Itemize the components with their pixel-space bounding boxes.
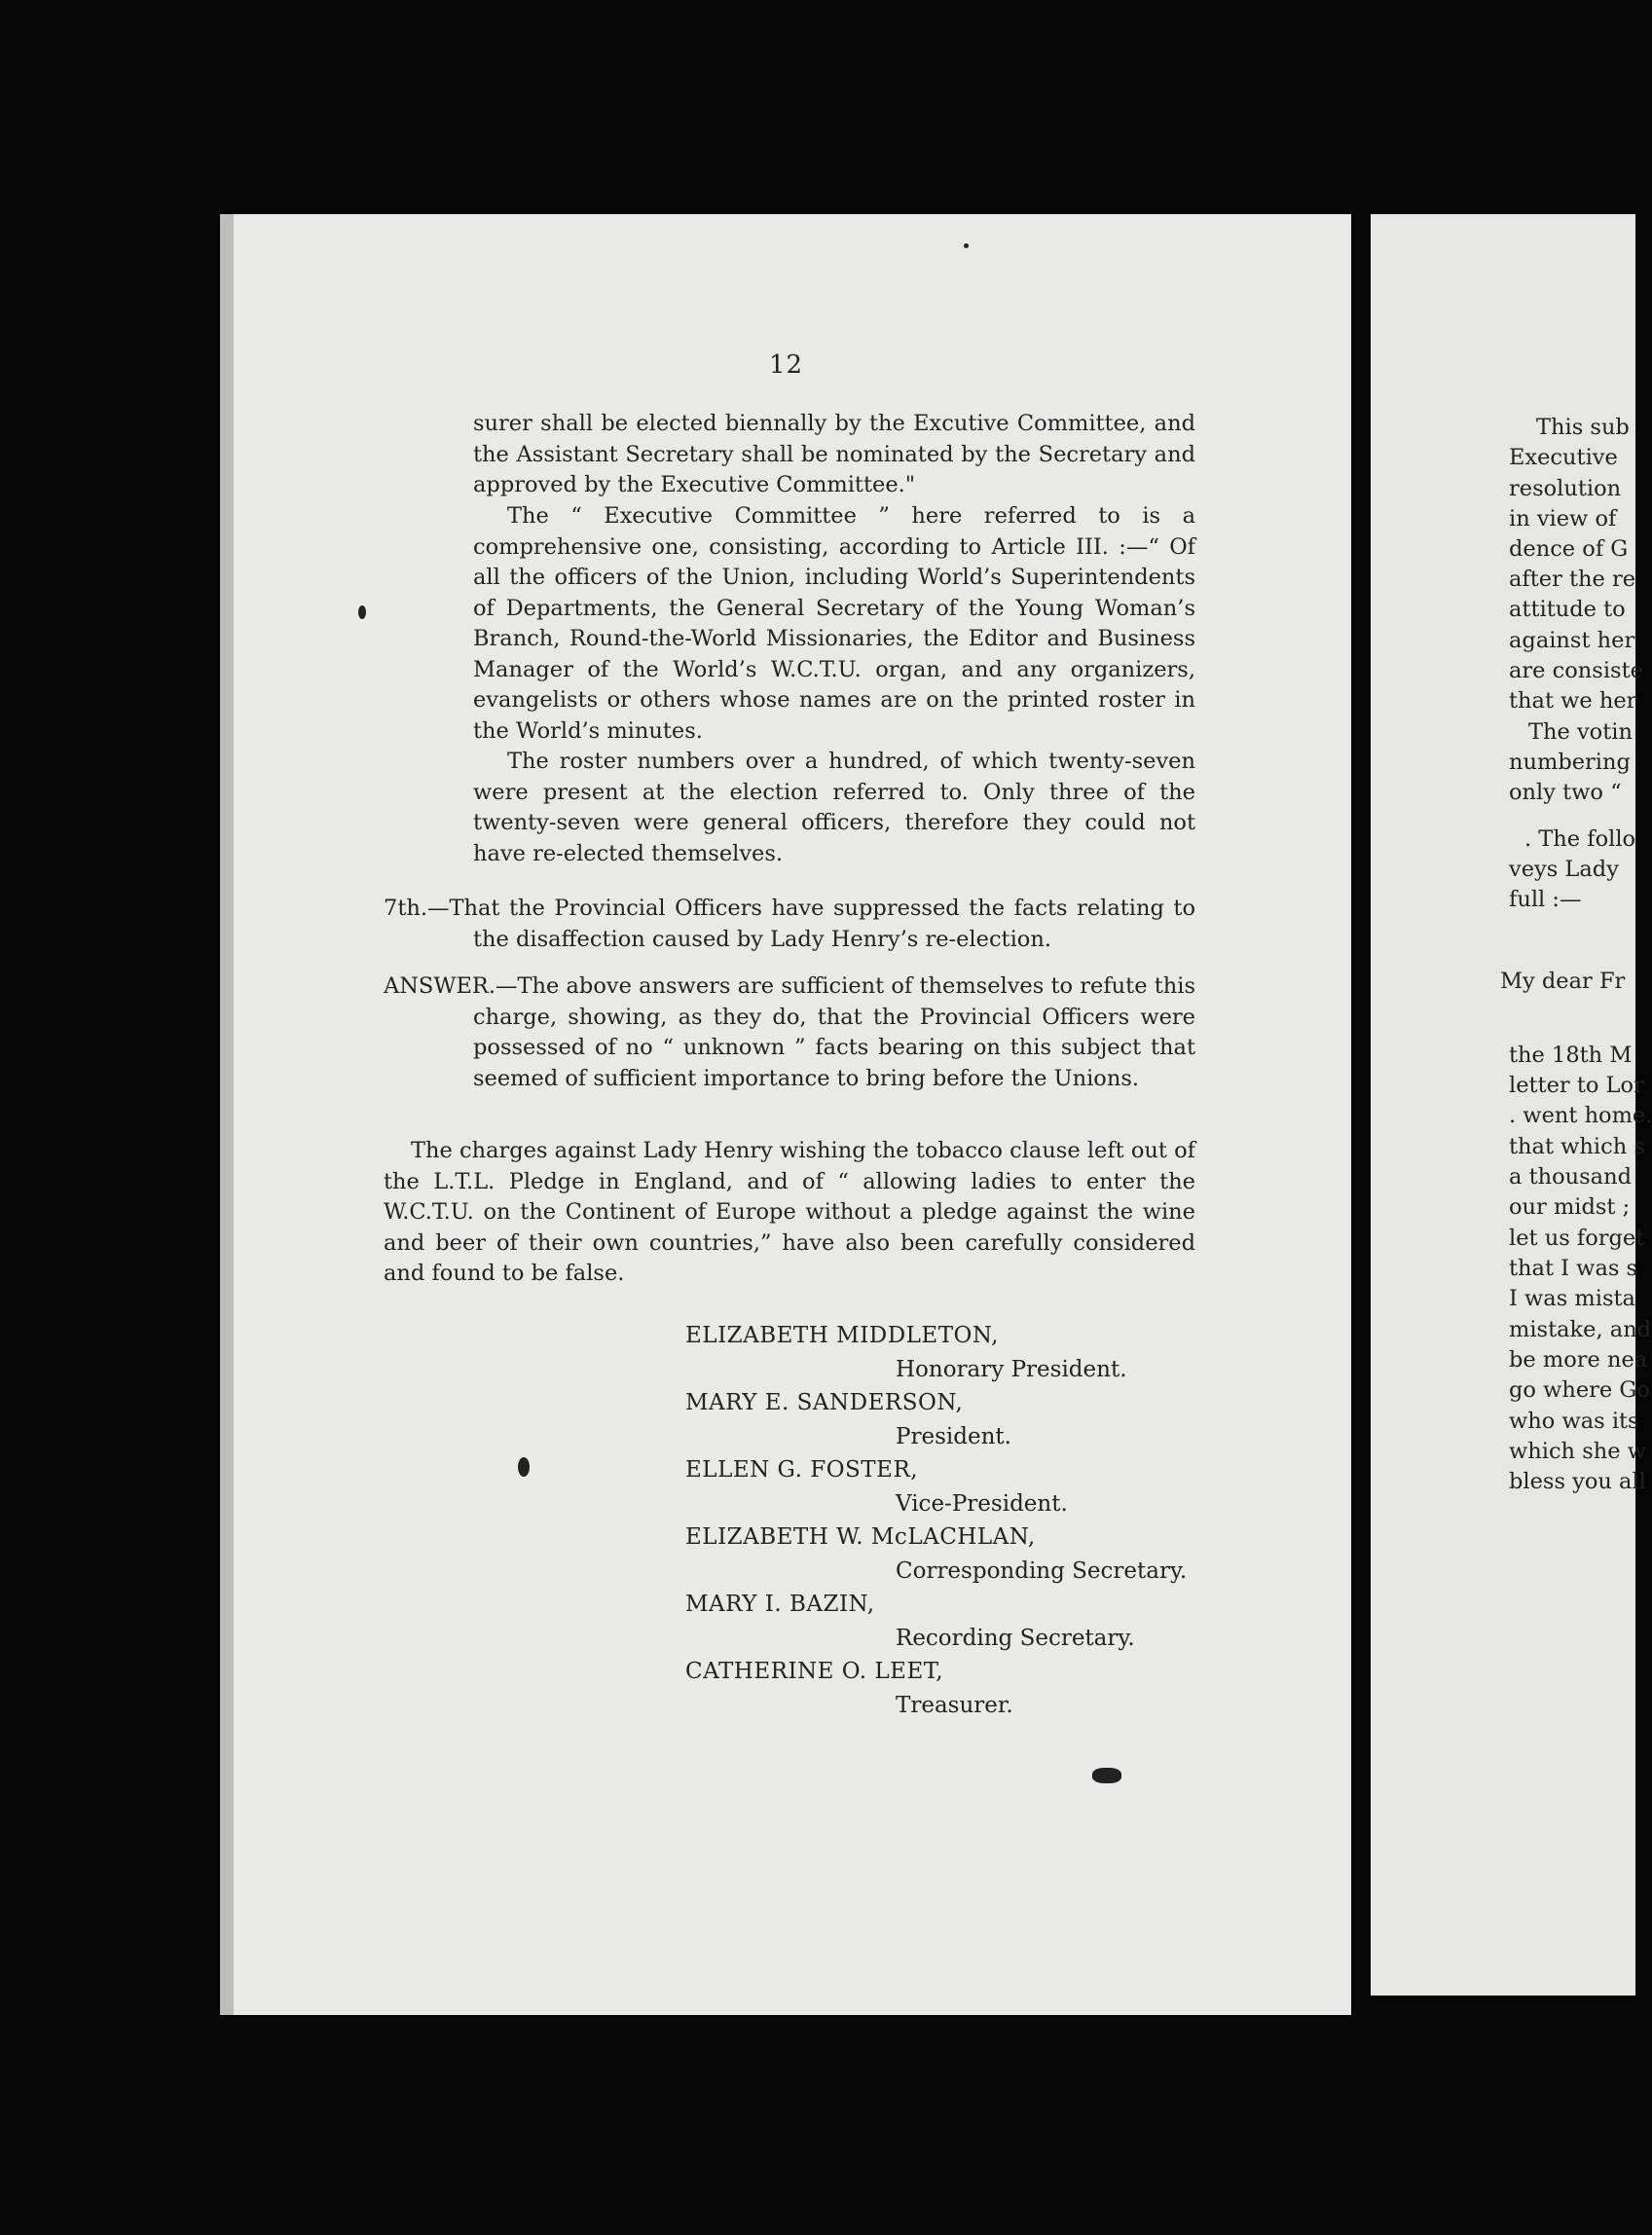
facing-page-line: go where Go bbox=[1509, 1377, 1650, 1403]
facing-page-line: after the re bbox=[1509, 567, 1636, 592]
facing-page-line: are consiste bbox=[1509, 658, 1643, 683]
facing-page-line: numbering bbox=[1509, 750, 1631, 775]
facing-page-line: let us forget bbox=[1509, 1226, 1645, 1251]
signatory-title: Treasurer. bbox=[896, 1692, 1013, 1718]
signatory bbox=[685, 1386, 1187, 1453]
facing-page-line: This sub bbox=[1536, 415, 1630, 440]
page-number: 12 bbox=[769, 350, 804, 380]
facing-page-line: The votin bbox=[1528, 719, 1633, 745]
signatory bbox=[685, 1453, 1187, 1521]
facing-page-line: My dear Fr bbox=[1500, 969, 1626, 994]
facing-page-line: bless you all bbox=[1509, 1469, 1646, 1494]
facing-page-line: that we her bbox=[1509, 688, 1637, 714]
paragraph-3 bbox=[473, 747, 1195, 869]
signatory-name: ELLEN G. FOSTER, bbox=[685, 1457, 919, 1483]
facing-page-line: Executive bbox=[1509, 445, 1618, 470]
signatory bbox=[685, 1521, 1187, 1588]
signatory-name: CATHERINE O. LEET, bbox=[685, 1659, 944, 1684]
ink-smudge bbox=[358, 605, 366, 619]
facing-page-line: I was mista bbox=[1509, 1286, 1635, 1311]
facing-page-line: be more nea bbox=[1509, 1347, 1648, 1373]
signatory-name: MARY E. SANDERSON, bbox=[685, 1390, 964, 1415]
facing-page-line: . The follo bbox=[1524, 826, 1636, 852]
signatory-title: Honorary President. bbox=[896, 1356, 1127, 1382]
book-gutter bbox=[1351, 209, 1371, 2020]
ink-speck bbox=[964, 243, 969, 248]
facing-page-line: resolution bbox=[1509, 476, 1622, 501]
paragraph-answer bbox=[384, 971, 1195, 1094]
signatory-title: Corresponding Secretary. bbox=[896, 1557, 1188, 1584]
ink-smudge bbox=[1092, 1768, 1121, 1783]
signatory-name: ELIZABETH MIDDLETON, bbox=[685, 1323, 999, 1348]
signatory-name: ELIZABETH W. McLACHLAN, bbox=[685, 1524, 1036, 1550]
facing-page-line: letter to Lor bbox=[1509, 1073, 1644, 1098]
paragraph-charges-text: The charges against Lady Henry wishing the tobacco clause left out of the L.T.L. Pledge in England, and of “ allowing ladies to enter the W.C.T.U. on the Continent of Europe without a pledge against the wine and beer of their own countries,” have also been carefully considered and found to be false. bbox=[384, 1138, 1195, 1286]
paragraph-answer-text: ANSWER.—The above answers are sufficient of themselves to refute this charge, showing, as they do, that the Provincial Officers were possessed of no “ unknown ” facts bearing on this subject that seemed of sufficient importance to bring before the Unions. bbox=[384, 973, 1195, 1091]
signatory bbox=[685, 1319, 1187, 1386]
facing-page-line: a thousand bbox=[1509, 1164, 1632, 1190]
paragraph-1-text: surer shall be elected biennally by the Excutive Committee, and the Assistant Secretary shall be nominated by the Secretary and approved by the Executive Committee." bbox=[473, 411, 1195, 497]
facing-page-line: that which s bbox=[1509, 1134, 1645, 1159]
paragraph-7th bbox=[384, 894, 1195, 955]
facing-page-line: dence of G bbox=[1509, 536, 1629, 562]
facing-page-line: our midst ; bbox=[1509, 1194, 1631, 1220]
signatory bbox=[685, 1655, 1187, 1722]
signatory-title: Recording Secretary. bbox=[896, 1625, 1135, 1651]
facing-page-line: attitude to bbox=[1509, 597, 1626, 622]
signatory-title: President. bbox=[896, 1423, 1011, 1449]
paragraph-2-text: The “ Executive Committee ” here referred to is a comprehensive one, consisting, according to Article III. :—“ Of all the officers of the Union, including World’s Superintendents of Departments, the General Secretary of the Young Woman’s Branch, Round-the-World Missionaries, the Editor and Business Manager of the World’s W.C.T.U. organ, and any organizers, evangelists or others whose names are on the printed roster in the World’s minutes. bbox=[473, 503, 1195, 744]
facing-page-line: that I was s bbox=[1509, 1256, 1638, 1281]
facing-page-line: who was its bbox=[1509, 1409, 1639, 1434]
facing-page-line: . went home. bbox=[1509, 1103, 1652, 1128]
facing-page-line: the 18th M bbox=[1509, 1043, 1633, 1068]
paragraph-7th-text: 7th.—That the Provincial Officers have suppressed the facts relating to the disaffection caused by Lady Henry’s re-election. bbox=[384, 896, 1195, 952]
facing-page-line: which she w bbox=[1509, 1439, 1646, 1464]
facing-page-line: veys Lady bbox=[1509, 857, 1619, 882]
facing-page-line: full :— bbox=[1509, 887, 1582, 912]
facing-page-line: against her bbox=[1509, 628, 1635, 653]
paragraph-3-text: The roster numbers over a hundred, of which twenty-seven were present at the election referred to. Only three of the twenty-seven were general officers, therefore they could not have re-elected themselves. bbox=[473, 749, 1195, 866]
paragraph-2 bbox=[473, 501, 1195, 747]
signatory-name: MARY I. BAZIN, bbox=[685, 1592, 875, 1617]
facing-page-line: in view of bbox=[1509, 506, 1617, 531]
paragraph-1 bbox=[473, 409, 1195, 501]
facing-page-line: mistake, and bbox=[1509, 1317, 1652, 1342]
signatory bbox=[685, 1588, 1187, 1655]
paragraph-charges bbox=[384, 1136, 1195, 1290]
signatory-title: Vice-President. bbox=[896, 1490, 1068, 1517]
ink-smudge bbox=[518, 1457, 530, 1477]
facing-page-line: only two “ bbox=[1509, 780, 1622, 805]
signature-block bbox=[685, 1319, 1187, 1722]
